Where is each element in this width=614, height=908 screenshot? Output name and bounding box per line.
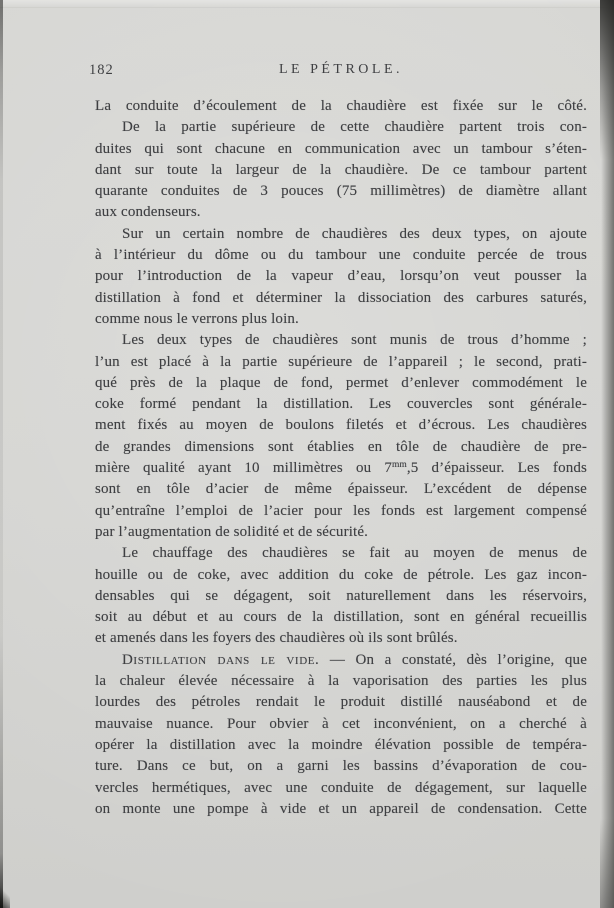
paragraph	[95, 117, 587, 223]
paragraph	[95, 330, 587, 543]
text-block	[89, 62, 587, 820]
text-line: Sur un certain nombre de chaudières des deux types, on ajoute	[122, 225, 587, 242]
running-title: LE PÉTROLE.	[278, 62, 404, 77]
text-line: De la partie supérieure de cette chaudière partent trois con-	[122, 119, 587, 136]
text-line: Le chauffage des chaudières se fait au moyen de menus de	[122, 545, 587, 562]
text-line: à l’intérieur du dôme ou du tambour une conduite percée de trous	[95, 247, 587, 264]
paragraph	[95, 650, 587, 820]
text-line: la chaleur élevée nécessaire à la vaporisation des parties les plus	[95, 673, 587, 690]
text-line: coke formé pendant la distillation. Les couvercles sont générale-	[95, 396, 587, 413]
text-line: quarante conduites de 3 pouces (75 millimètres) de diamètre allant	[95, 183, 587, 200]
text-line: Les deux types de chaudières sont munis de trous d’homme ;	[122, 332, 587, 349]
text-line: par l’augmentation de solidité et de sécurité.	[95, 523, 369, 540]
text-line: sont en tôle d’acier de même épaisseur. L’excédent de dépense	[95, 481, 587, 498]
page-header	[89, 62, 587, 79]
text-line: qué près de la plaque de fond, permet d’enlever commodément le	[95, 374, 587, 391]
text-line: et amenés dans les foyers des chaudières où ils sont brûlés.	[95, 630, 458, 647]
paragraph	[95, 224, 587, 330]
text-line: on monte une pompe à vide et un appareil de condensation. Cette	[95, 800, 587, 817]
text-line: pour l’introduction de la vapeur d’eau, lorsqu’on veut pousser la	[95, 268, 587, 285]
text-line: opérer la distillation avec la moindre élévation possible de tempéra-	[95, 736, 587, 753]
scan-corner-top-right	[600, 0, 614, 160]
paragraph	[95, 96, 587, 117]
text-line: houille ou de coke, avec addition du coke de pétrole. Les gaz incon-	[95, 566, 587, 583]
text-line: ture. Dans ce but, on a garni les bassins d’évaporation de cou-	[95, 758, 587, 775]
page-top-edge	[0, 0, 614, 8]
text-line: dant sur toute la largeur de la chaudière. De ce tambour partent	[95, 161, 587, 178]
text-line: ment fixés au moyen de boulons filetés et d’écrous. Les chaudières	[95, 417, 587, 434]
superscript-unit: mm	[392, 460, 407, 471]
text-line: comme nous le verrons plus loin.	[95, 310, 299, 327]
text-line: duites qui sont chacune en communication avec un tambour s’éten-	[95, 140, 587, 157]
text-line: l’un est placé à la partie supérieure de l’appareil ; le second, prati-	[95, 353, 587, 370]
page-body	[95, 96, 587, 820]
small-caps-heading: Distillation dans le vide.	[122, 651, 320, 668]
paragraph	[95, 543, 587, 649]
scan-corner-bottom-left	[0, 882, 10, 908]
text-line: mauvaise nuance. Pour obvier à cet inconvénient, on a cherché à	[95, 715, 587, 732]
text-line: lourdes des pétroles rendait le produit distillé nauséabond et de	[95, 694, 587, 711]
page-number: 182	[89, 62, 114, 78]
text-line: de grandes dimensions sont établies en tôle de chaudière de pre-	[95, 438, 587, 455]
text-line: aux condenseurs.	[95, 204, 201, 221]
scan-corner-bottom-right	[600, 818, 614, 908]
text-line: mière qualité ayant 10 millimètres ou $7^{mm},5$ d’épaisseur. Les fonds	[95, 460, 587, 477]
text-line: Distillation dans le vide. — On a constaté, dès l’origine, que	[122, 651, 587, 668]
text-line: densables qui se dégagent, soit naturellement dans les réservoirs,	[95, 587, 587, 604]
text-line: distillation à fond et déterminer la dissociation des carbures saturés,	[95, 289, 587, 306]
text-line: La conduite d’écoulement de la chaudière est fixée sur le côté.	[95, 98, 587, 114]
text-line: soit au début et au cours de la distillation, sont en général recueillis	[95, 609, 587, 626]
text-line: qu’entraîne l’emploi de l’acier pour les fonds est largement compensé	[95, 502, 587, 519]
text-line: vercles hermétiques, avec une conduite de dégagement, sur laquelle	[95, 779, 587, 796]
page-left-edge-shadow	[0, 0, 3, 908]
